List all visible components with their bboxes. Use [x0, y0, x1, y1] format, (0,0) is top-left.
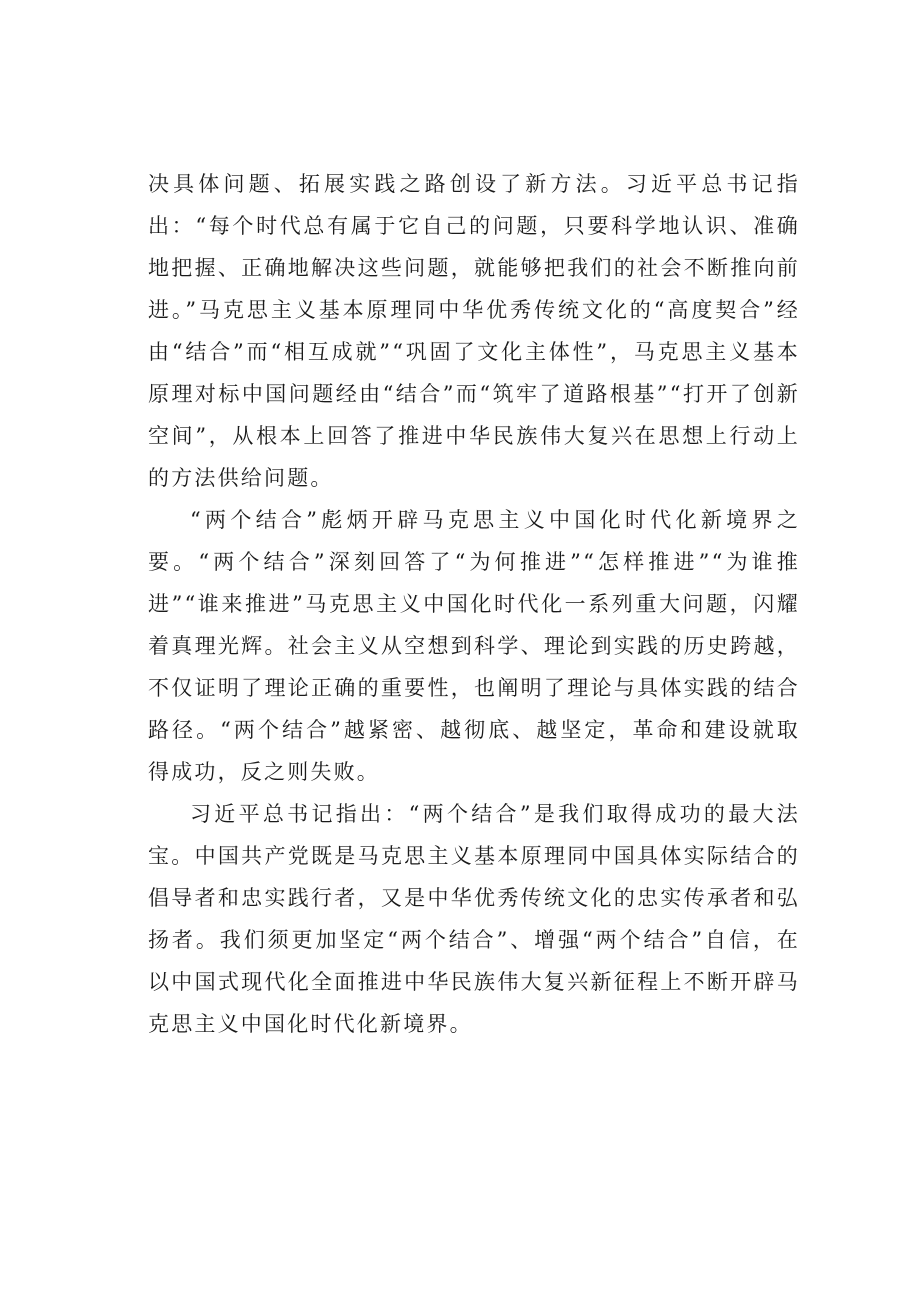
body-text — [148, 163, 800, 1045]
paragraph-3: 习近平总书记指出：“两个结合”是我们取得成功的最大法宝。中国共产党既是马克思主义基本原理同中国具体实际结合的倡导者和忠实践行者，又是中华优秀传统文化的忠实传承者和弘扬者。我们须更加坚定“两个结合”、增强“两个结合”自信，在以中国式现代化全面推进中华民族伟大复兴新征程上不断开辟马克思主义中国化时代化新境界。 — [148, 802, 800, 1036]
paragraph-2: “两个结合”彪炳开辟马克思主义中国化时代化新境界之要。“两个结合”深刻回答了“为何推进”“怎样推进”“为谁推进”“谁来推进”马克思主义中国化时代化一系列重大问题，闪耀着真理光辉。社会主义从空想到科学、理论到实践的历史跨越，不仅证明了理论正确的重要性，也阐明了理论与具体实践的结合路径。“两个结合”越紧密、越彻底、越坚定，革命和建设就取得成功，反之则失败。 — [148, 508, 800, 784]
paragraph-1: 决具体问题、拓展实践之路创设了新方法。习近平总书记指出：“每个时代总有属于它自己的问题，只要科学地认识、准确地把握、正确地解决这些问题，就能够把我们的社会不断推向前进。”马克思主义基本原理同中华优秀传统文化的“高度契合”经由“结合”而“相互成就”“巩固了文化主体性”，马克思主义基本原理对标中国问题经由“结合”而“筑牢了道路根基”“打开了创新空间”，从根本上回答了推进中华民族伟大复兴在思想上行动上的方法供给问题。 — [148, 172, 800, 490]
